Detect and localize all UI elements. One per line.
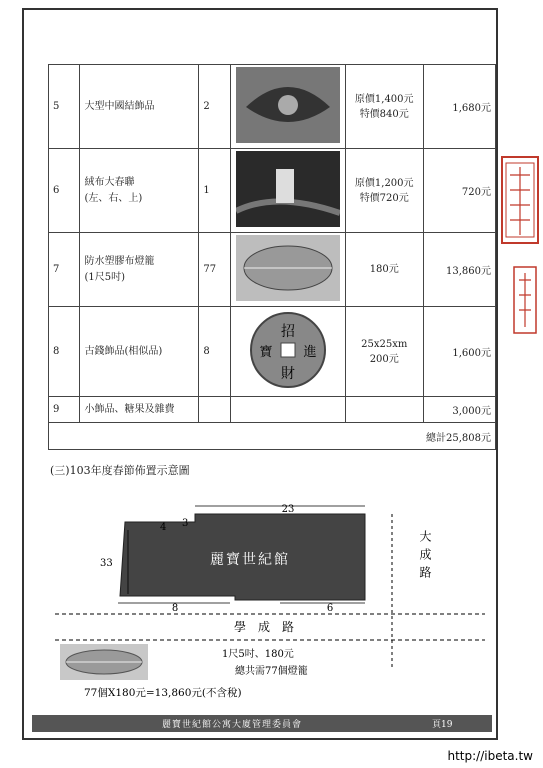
item-total: 1,680元 bbox=[423, 65, 495, 149]
item-price: 180元 bbox=[345, 233, 423, 307]
item-quantity: 77 bbox=[199, 233, 230, 307]
coin-right: 進 bbox=[303, 345, 317, 360]
note-line3: 77個X180元=13,860元(不含稅) bbox=[84, 687, 242, 699]
item-image bbox=[230, 149, 345, 233]
diagram-lantern-icon bbox=[60, 644, 148, 680]
item-quantity bbox=[199, 397, 230, 423]
note-line1: 1尺5吋、180元 bbox=[222, 649, 294, 660]
items-table bbox=[48, 64, 496, 450]
coin-icon bbox=[236, 310, 340, 393]
item-total: 3,000元 bbox=[423, 397, 495, 423]
item-image bbox=[230, 307, 345, 397]
table-row bbox=[49, 397, 496, 423]
item-quantity: 2 bbox=[199, 65, 230, 149]
item-name: 絨布大春聯 (左、右、上) bbox=[80, 149, 199, 233]
coin-top: 招 bbox=[280, 324, 295, 340]
road-south: 學成路 bbox=[233, 620, 307, 634]
item-image bbox=[230, 65, 345, 149]
item-name: 防水塑膠布燈籠 (1尺5吋) bbox=[80, 233, 199, 307]
item-price bbox=[345, 397, 423, 423]
page-number: 頁19 bbox=[432, 720, 453, 730]
item-price: 原價1,400元 特價840元 bbox=[345, 65, 423, 149]
red-name-stamp bbox=[512, 265, 538, 335]
section-title: (三)103年度春節佈置示意圖 bbox=[50, 464, 190, 477]
row-number: 8 bbox=[49, 307, 80, 397]
item-image bbox=[230, 397, 345, 423]
dim-left: 33 bbox=[100, 558, 113, 569]
item-image bbox=[230, 233, 345, 307]
footer-bar bbox=[32, 715, 492, 732]
spring-couplet-icon bbox=[236, 151, 340, 230]
red-seal-stamp bbox=[500, 155, 540, 245]
row-number: 5 bbox=[49, 65, 80, 149]
grand-total: 總計25,808元 bbox=[49, 423, 496, 450]
building-name: 麗寶世紀館 bbox=[210, 552, 290, 568]
item-price: 25x25xm 200元 bbox=[345, 307, 423, 397]
grand-total-row bbox=[49, 423, 496, 450]
coin-bottom: 財 bbox=[280, 366, 295, 382]
coin-left: 寶 bbox=[259, 345, 273, 360]
row-number: 7 bbox=[49, 233, 80, 307]
lantern-icon bbox=[236, 235, 340, 304]
watermark: http://ibeta.tw bbox=[444, 748, 538, 764]
item-total: 1,600元 bbox=[423, 307, 495, 397]
dim-bottom-right: 6 bbox=[326, 603, 334, 614]
item-quantity: 1 bbox=[199, 149, 230, 233]
item-name: 大型中國結飾品 bbox=[80, 65, 199, 149]
dim-small-3: 3 bbox=[182, 518, 189, 529]
note-line2: 總共需77個燈籠 bbox=[235, 666, 308, 677]
table-row bbox=[49, 149, 496, 233]
item-total: 720元 bbox=[423, 149, 495, 233]
item-name: 小飾品、糖果及雜費 bbox=[80, 397, 199, 423]
item-price: 原價1,200元 特價720元 bbox=[345, 149, 423, 233]
table-row bbox=[49, 307, 496, 397]
dim-small-4: 4 bbox=[160, 522, 167, 533]
table-row bbox=[49, 65, 496, 149]
dim-top: 23 bbox=[281, 504, 295, 515]
dim-bottom-left: 8 bbox=[171, 603, 179, 614]
road-east: 大成路 bbox=[418, 530, 432, 584]
footer-title: 麗寶世紀館公寓大廈管理委員會 bbox=[161, 720, 302, 730]
item-quantity: 8 bbox=[199, 307, 230, 397]
table-row bbox=[49, 233, 496, 307]
item-total: 13,860元 bbox=[423, 233, 495, 307]
item-name: 古錢飾品(相似品) bbox=[80, 307, 199, 397]
layout-diagram bbox=[40, 500, 490, 715]
row-number: 9 bbox=[49, 397, 80, 423]
row-number: 6 bbox=[49, 149, 80, 233]
chinese-knot-icon bbox=[236, 67, 340, 146]
